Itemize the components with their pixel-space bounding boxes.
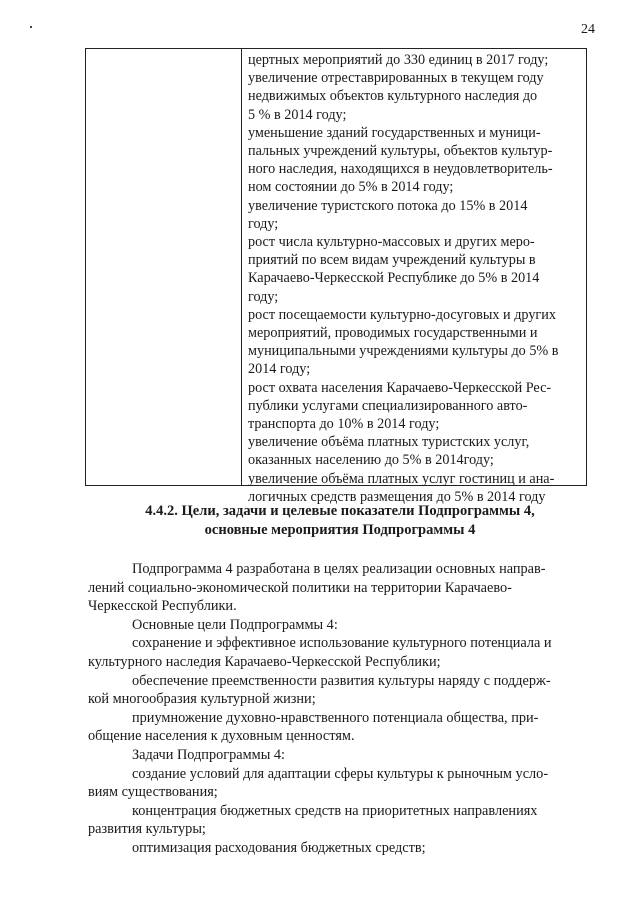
- table-cell-indicators: [248, 51, 582, 506]
- table-line: публики услугами специализированного авто-: [248, 397, 528, 414]
- section-title-line: основные мероприятия Подпрограммы 4: [204, 522, 476, 538]
- scan-speck: [30, 26, 32, 28]
- table-line: году;: [248, 215, 279, 232]
- table-line: логичных средств размещения до 5% в 2014 году: [248, 488, 546, 505]
- body-line: лений социально-экономической политики на территории Карачаево-: [88, 579, 512, 596]
- table-line: году;: [248, 288, 279, 305]
- table-line: приятий по всем видам учреждений культуры в: [248, 252, 536, 269]
- body-line: культурного наследия Карачаево-Черкесской Республики;: [88, 653, 441, 670]
- targets-table: [85, 48, 587, 505]
- body-line: приумножение духовно-нравственного потенциала общества, при-: [132, 709, 539, 726]
- body-line: кой многообразия культурной жизни;: [88, 691, 316, 708]
- body-line: обеспечение преемственности развития культуры наряду с поддерж-: [132, 672, 551, 689]
- page-number: 24: [581, 22, 595, 37]
- table-line: уменьшение зданий государственных и муници-: [248, 124, 541, 141]
- table-line: мероприятий, проводимых государственными и: [248, 325, 538, 342]
- table-line: транспорта до 10% в 2014 году;: [248, 416, 440, 433]
- table-line: увеличение отреставрированных в текущем году: [248, 70, 544, 87]
- table-line: рост числа культурно-массовых и других меро-: [248, 234, 535, 251]
- body-line: сохранение и эффективное использование культурного потенциала и: [132, 635, 552, 652]
- body-paragraphs: [88, 560, 598, 858]
- table-line: 2014 году;: [248, 361, 311, 378]
- body-line: Подпрограмма 4 разработана в целях реализации основных направ-: [132, 561, 546, 577]
- body-line: концентрация бюджетных средств на приоритетных направлениях: [132, 802, 538, 819]
- table-line: увеличение туристского потока до 15% в 2014: [248, 197, 528, 214]
- table-line: рост охвата населения Карачаево-Черкесской Рес-: [248, 379, 552, 396]
- body-line: Задачи Подпрограммы 4:: [132, 746, 286, 763]
- table-line: оказанных населению до 5% в 2014году;: [248, 452, 494, 469]
- table-line: цертных мероприятий до 330 единиц в 2017 году;: [248, 52, 549, 68]
- table-line: Карачаево-Черкесской Республике до 5% в 2014: [248, 270, 540, 287]
- table-line: недвижимых объектов культурного наследия до: [248, 88, 538, 105]
- table-line: 5 % в 2014 году;: [248, 106, 347, 123]
- body-line: оптимизация расходования бюджетных средств;: [132, 839, 426, 856]
- table-line: ного наследия, находящихся в неудовлетворитель-: [248, 161, 553, 178]
- body-line: общение населения к духовным ценностям.: [88, 728, 355, 745]
- section-title: [100, 502, 580, 540]
- body-line: Основные цели Подпрограммы 4:: [132, 616, 338, 633]
- table-line: ном состоянии до 5% в 2014 году;: [248, 179, 454, 196]
- table-line: увеличение объёма платных туристских услуг,: [248, 434, 530, 451]
- body-line: создание условий для адаптации сферы культуры к рыночным усло-: [132, 765, 549, 782]
- body-line: Черкесской Республики.: [88, 598, 237, 615]
- table-line: муниципальными учреждениями культуры до 5% в: [248, 343, 559, 360]
- table-line: увеличение объёма платных услуг гостиниц и ана-: [248, 470, 555, 487]
- body-line: виям существования;: [88, 784, 218, 801]
- table-line: рост посещаемости культурно-досуговых и других: [248, 306, 556, 323]
- table-line: пальных учреждений культуры, объектов культур-: [248, 143, 553, 160]
- table-column-divider: [241, 48, 242, 486]
- section-title-line: 4.4.2. Цели, задачи и целевые показатели Подпрограммы 4,: [145, 503, 535, 519]
- body-line: развития культуры;: [88, 821, 206, 838]
